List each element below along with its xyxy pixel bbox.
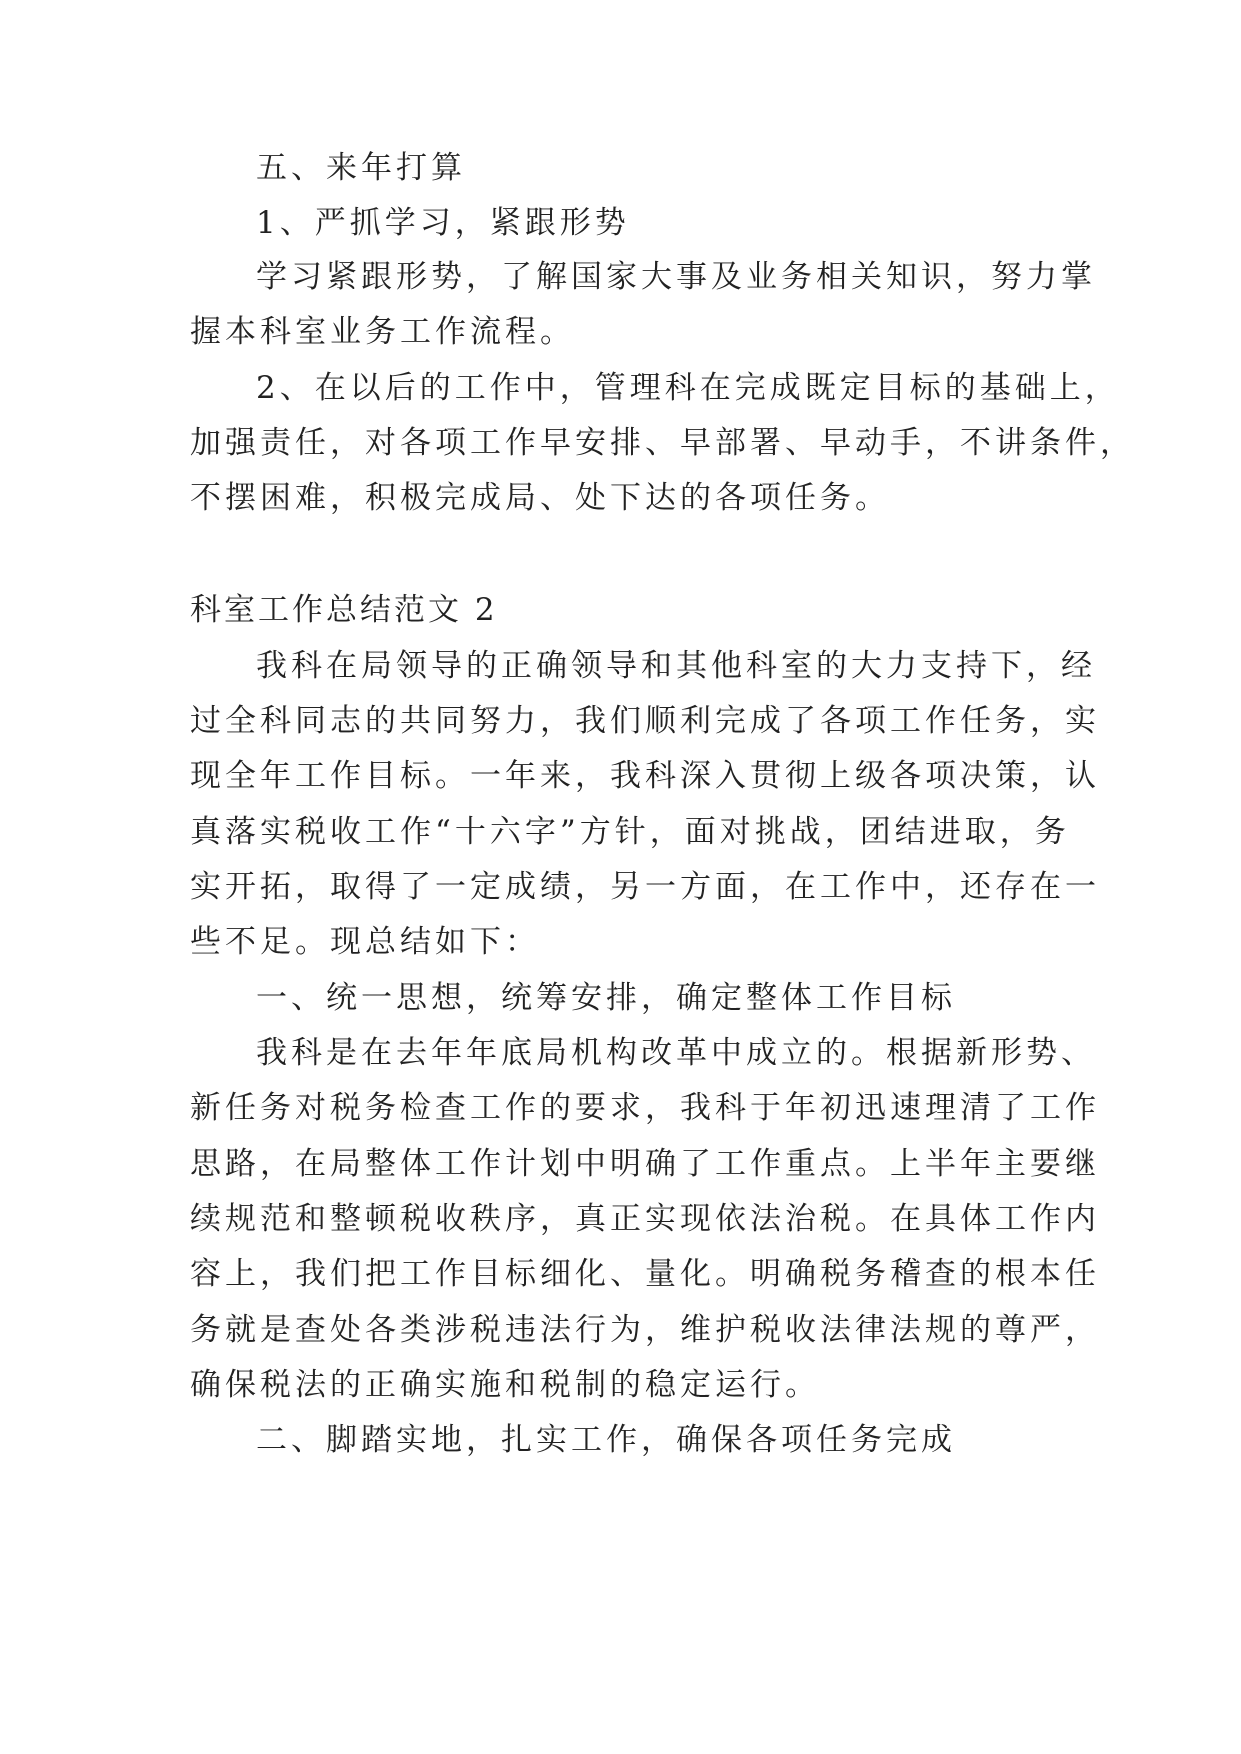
- section-one-line: 我科是在去年年底局机构改革中成立的。根据新形势、: [256, 1035, 1096, 1071]
- section-one-line: 确保税法的正确实施和税制的稳定运行。: [190, 1367, 820, 1403]
- intro-line: 现全年工作目标。一年来，我科深入贯彻上级各项决策，认: [190, 758, 1100, 794]
- item-1-body-line: 握本科室业务工作流程。: [190, 314, 575, 350]
- intro-line: 些不足。现总结如下：: [190, 924, 540, 960]
- section-one-heading: 一、统一思想，统筹安排，确定整体工作目标: [256, 980, 956, 1016]
- intro-line: 过全科同志的共同努力，我们顺利完成了各项工作任务，实: [190, 703, 1100, 739]
- section-one-line: 容上，我们把工作目标细化、量化。明确税务稽查的根本任: [190, 1256, 1100, 1292]
- intro-line: 实开拓，取得了一定成绩，另一方面，在工作中，还存在一: [190, 869, 1100, 905]
- section-one-line: 务就是查处各类涉税违法行为，维护税收法律法规的尊严，: [190, 1312, 1100, 1348]
- item-2-line: 加强责任，对各项工作早安排、早部署、早动手，不讲条件，: [190, 425, 1135, 461]
- item-1-heading: 1、严抓学习，紧跟形势: [256, 205, 630, 241]
- section-five-heading: 五、来年打算: [256, 150, 466, 186]
- intro-line: 我科在局领导的正确领导和其他科室的大力支持下，经: [256, 648, 1096, 684]
- item-2-line: 不摆困难，积极完成局、处下达的各项任务。: [190, 480, 890, 516]
- item-2-line: 2、在以后的工作中，管理科在完成既定目标的基础上，: [256, 370, 1120, 406]
- doc2-title: 科室工作总结范文 2: [190, 592, 498, 628]
- intro-line: 真落实税收工作“十六字”方针，面对挑战，团结进取，务: [190, 814, 1070, 850]
- section-two-heading: 二、脚踏实地，扎实工作，确保各项任务完成: [256, 1422, 956, 1458]
- section-one-line: 新任务对税务检查工作的要求，我科于年初迅速理清了工作: [190, 1090, 1100, 1126]
- section-one-line: 续规范和整顿税收秩序，真正实现依法治税。在具体工作内: [190, 1201, 1100, 1237]
- section-one-line: 思路，在局整体工作计划中明确了工作重点。上半年主要继: [190, 1146, 1100, 1182]
- item-1-body-line: 学习紧跟形势，了解国家大事及业务相关知识，努力掌: [256, 259, 1096, 295]
